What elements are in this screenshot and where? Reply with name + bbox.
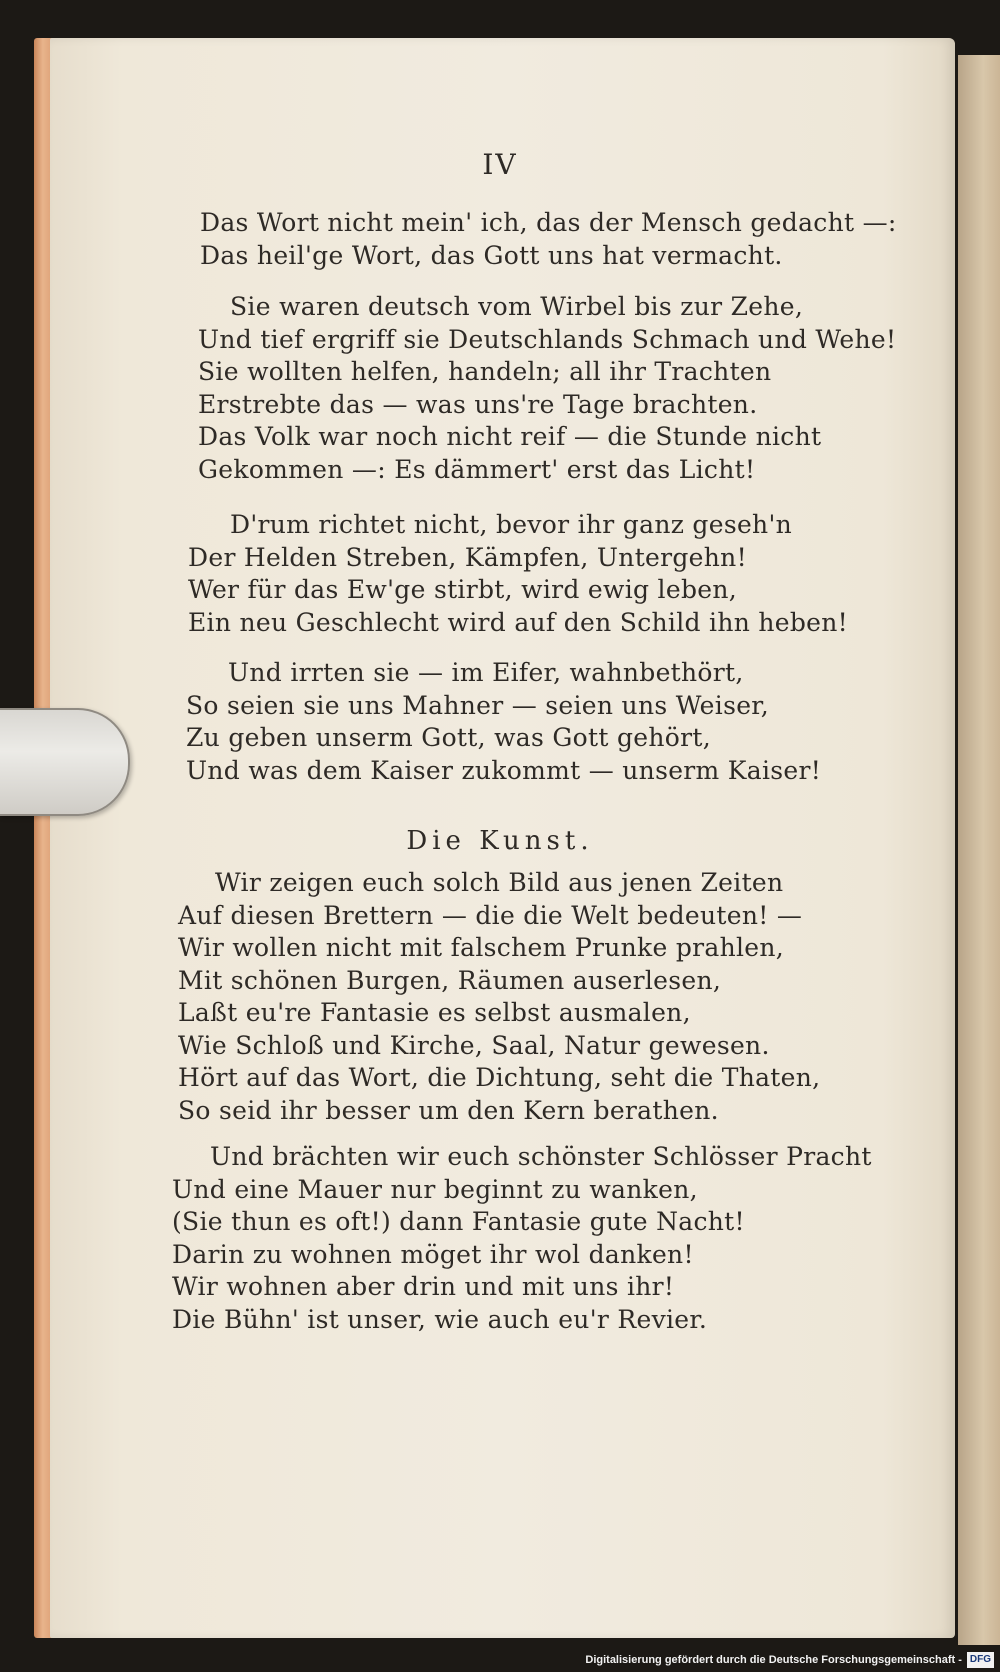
- poem-line: Und eine Mauer nur beginnt zu wanken,: [172, 1174, 698, 1204]
- poem-line: Wir wohnen aber drin und mit uns ihr!: [172, 1272, 675, 1301]
- poem-line: Das Volk war noch nicht reif — die Stunde nicht: [198, 422, 822, 451]
- poem-line: Ein neu Geschlecht wird auf den Schild ihn heben!: [188, 607, 849, 637]
- poem-line: Das Wort nicht mein' ich, das der Mensch gedacht —:: [200, 208, 897, 237]
- poem-line: Das heil'ge Wort, das Gott uns hat vermacht.: [200, 240, 783, 270]
- poem-line: Wie Schloß und Kirche, Saal, Natur gewesen.: [178, 1030, 770, 1060]
- poem-line: Gekommen —: Es dämmert' erst das Licht!: [198, 454, 756, 484]
- poem-line: Erstrebte das — was uns're Tage brachten.: [198, 389, 758, 419]
- poem-line: Laßt eu're Fantasie es selbst ausmalen,: [178, 998, 691, 1027]
- poem-line: Und irrten sie — im Eifer, wahnbethört,: [228, 658, 744, 687]
- digitization-footer: [585, 1650, 994, 1670]
- poem-line: Und tief ergriff sie Deutschlands Schmach und Wehe!: [198, 324, 897, 354]
- poem-line: Der Helden Streben, Kämpfen, Untergehn!: [188, 542, 747, 572]
- poem-line: Auf diesen Brettern — die die Welt bedeuten! —: [178, 900, 803, 930]
- dfg-logo: DFG: [967, 1652, 994, 1668]
- poem-line: Wir wollen nicht mit falschem Prunke prahlen,: [178, 933, 785, 962]
- poem-line: Und brächten wir euch schönster Schlösser Pracht: [210, 1142, 872, 1171]
- poem-line: (Sie thun es oft!) dann Fantasie gute Nacht!: [172, 1207, 745, 1236]
- poem-line: So seid ihr besser um den Kern berathen.: [178, 1095, 719, 1125]
- poem-line: Wir zeigen euch solch Bild aus jenen Zeiten: [215, 868, 784, 897]
- poem-line: So seien sie uns Mahner — seien uns Weiser,: [186, 690, 770, 720]
- poem-line: Sie wollten helfen, handeln; all ihr Trachten: [198, 357, 772, 386]
- poem-line: Zu geben unserm Gott, was Gott gehört,: [186, 723, 711, 752]
- poem-line: Mit schönen Burgen, Räumen auserlesen,: [178, 965, 722, 995]
- poem-line: Darin zu wohnen möget ihr wol danken!: [172, 1239, 694, 1269]
- poem-line: Sie waren deutsch vom Wirbel bis zur Zehe,: [230, 292, 804, 321]
- poem-line: Die Bühn' ist unser, wie auch eu'r Revier.: [172, 1304, 708, 1334]
- poem-line: Wer für das Ew'ge stirbt, wird ewig leben,: [188, 575, 737, 604]
- page-number: IV: [482, 148, 518, 181]
- section-heading: Die Kunst.: [406, 826, 594, 856]
- bookmark-tab: [0, 708, 130, 816]
- poem-line: Und was dem Kaiser zukommt — unserm Kaiser!: [186, 755, 822, 785]
- poem-line: Hört auf das Wort, die Dichtung, seht die Thaten,: [178, 1063, 821, 1092]
- poem-line: D'rum richtet nicht, bevor ihr ganz geseh'n: [230, 510, 793, 539]
- footer-text: Digitalisierung gefördert durch die Deutsche Forschungsgemeinschaft -: [585, 1654, 962, 1666]
